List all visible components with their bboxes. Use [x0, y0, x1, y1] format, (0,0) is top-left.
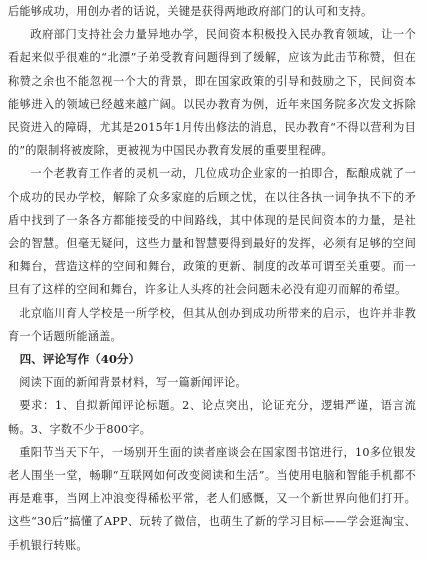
paragraph-school-inspiration: 北京临川育人学校是一所学校，但其从创办到成功所带来的启示，也许并非教育一个话题所能涵盖。 — [8, 306, 416, 343]
paragraph-government-support: 政府部门支持社会力量异地办学，民间资本积极投入民办教育领域，让一个看起来似乎很难的“北漂”子弟受教育问题得到了缓解，应该为此击节称赞，但在称赞之余也不能忽视一个大的背景，即在国家政策的引导和鼓励之下，民间资本能够进入的领域已经越来越广阔。以民办教育为例，近年来国务院多次发文拆除民资进入的障碍，尤其是2015年1月传出修法的消息，民办教育“不得以营利为目的”的限制将被废除，更被视为中国民办教育发展的重要里程碑。 — [8, 28, 416, 158]
paragraph-news-material: 重阳节当天下午，一场别开生面的读者座谈会在国家图书馆进行，10多位银发老人围坐一堂，畅聊“互联网如何改变阅读和生活”。当使用电脑和智能手机都不再是难事，当网上冲浪变得稀松平常，老人们感慨，又一个新世界向他们打开。这些“30后”搞懂了APP、玩转了微信，也萌生了新的学习目标——学会逛淘宝、手机银行转账。 — [8, 445, 416, 552]
paragraph-private-capital: 一个老教育工作者的灵机一动，几位成功企业家的一拍即合，酝酿成就了一个成功的民办学校，解除了众多家庭的后顾之忧，在以往各执一词争执不下的矛盾中找到了一条各方都能接受的中间路线，其中体现的是民间资本的力量，是社会的智慧。但毫无疑问，这些力量和智慧要得到最好的发挥，必须有足够的空间和舞台，营造这样的空间和舞台，政策的更新、制度的改革可谓至关重要。而一旦有了这样的空间和舞台，许多让人头疼的社会问题未必没有迎刃而解的希望。 — [8, 167, 416, 297]
paragraph-requirements: 要求：1、自拟新闻评论标题。2、论点突出，论证充分，逻辑严谨，语言流畅。3、字数不少于800字。 — [8, 399, 416, 436]
paragraph-continuation: 后能够成功，用创办者的话说，关键是获得两地政府部门的认可和支持。 — [8, 5, 373, 18]
section-heading-commentary-writing: 四、评论写作（40分） — [19, 352, 141, 367]
paragraph-instruction: 阅读下面的新闻背景材料，写一篇新闻评论。 — [19, 376, 247, 390]
